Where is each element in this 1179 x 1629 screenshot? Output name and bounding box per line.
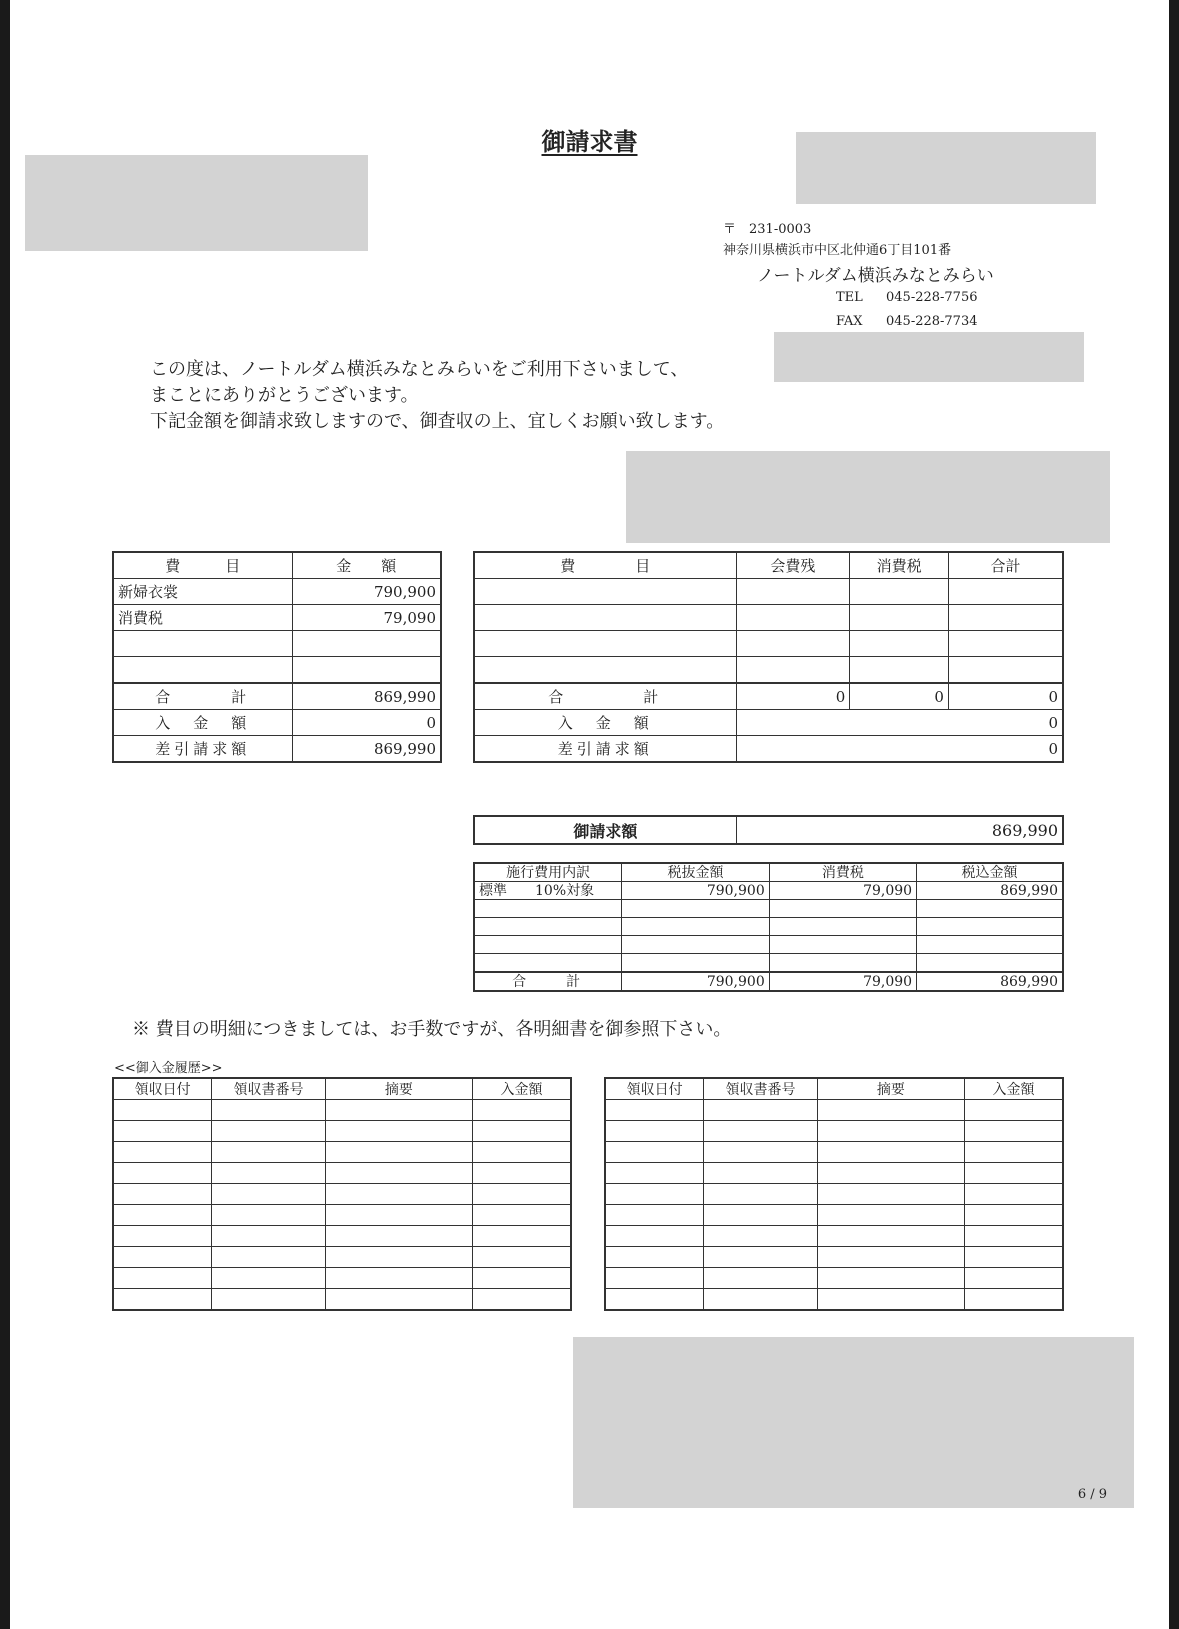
with-tax-cell: 869,990 [917, 882, 1063, 900]
balance-label: 差引請求額 [474, 736, 736, 763]
header-tax: 消費税 [769, 863, 916, 882]
invoice-total-row [474, 816, 1063, 844]
table-row [605, 1226, 1063, 1247]
paid-label: 入 金 額 [474, 710, 736, 736]
table-row [605, 1121, 1063, 1142]
redacted-recipient [25, 155, 368, 251]
header-payment-amount: 入金額 [472, 1078, 571, 1100]
table-row [474, 657, 1063, 684]
greeting-line-2: まことにありがとうございます。 [150, 385, 419, 406]
invoice-total-table [473, 815, 1064, 845]
total-tax: 0 [850, 683, 949, 710]
breakdown-label: 標準 10%対象 [474, 882, 622, 900]
header-amount: 金 額 [292, 552, 441, 579]
paid-label: 入 金 額 [113, 710, 292, 736]
header-receipt-date: 領収日付 [113, 1078, 212, 1100]
total-row [113, 683, 441, 710]
header-payment-amount: 入金額 [964, 1078, 1063, 1100]
table-row [113, 1163, 571, 1184]
paid-amount: 0 [736, 710, 1063, 736]
table-row [113, 1289, 571, 1311]
cost-breakdown-table [473, 862, 1064, 992]
total-amount: 869,990 [292, 683, 441, 710]
item-cell: 新婦衣裳 [113, 579, 292, 605]
table-row [605, 1247, 1063, 1268]
table-row [605, 1289, 1063, 1311]
table-row [474, 631, 1063, 657]
total-label: 合 計 [474, 683, 736, 710]
balance-label: 差引請求額 [113, 736, 292, 763]
redacted-block [626, 451, 1110, 543]
table-row [605, 1184, 1063, 1205]
table-header-row [474, 552, 1063, 579]
amount-cell: 79,090 [292, 605, 441, 631]
total-pre-tax: 790,900 [622, 972, 769, 991]
table-row [605, 1100, 1063, 1121]
total-sum: 0 [948, 683, 1063, 710]
table-row [113, 1205, 571, 1226]
address: 神奈川県横浜市中区北仲通6丁目101番 [723, 243, 952, 258]
header-total: 合計 [948, 552, 1063, 579]
total-row [474, 972, 1063, 991]
tel-number: 045-228-7756 [886, 290, 978, 305]
header-with-tax: 税込金額 [917, 863, 1063, 882]
header-receipt-number: 領収書番号 [704, 1078, 818, 1100]
right-page-edge [1169, 0, 1179, 1629]
table-row [474, 900, 1063, 918]
table-header-row [113, 552, 441, 579]
header-description: 摘要 [325, 1078, 472, 1100]
page-number: 6 / 9 [1077, 1487, 1107, 1502]
table-row [113, 1121, 571, 1142]
total-tax: 79,090 [769, 972, 916, 991]
header-description: 摘要 [817, 1078, 964, 1100]
tax-cell: 79,090 [769, 882, 916, 900]
table-row [474, 936, 1063, 954]
table-header-row [605, 1078, 1063, 1100]
table-row [474, 882, 1063, 900]
header-receipt-number: 領収書番号 [212, 1078, 326, 1100]
balance-row [474, 736, 1063, 763]
table-header-row [474, 863, 1063, 882]
table-row [113, 605, 441, 631]
balance-row [113, 736, 441, 763]
payment-history-label: <<御入金履歴>> [114, 1061, 223, 1076]
paid-row [113, 710, 441, 736]
greeting-line-1: この度は、ノートルダム横浜みなとみらいをご利用下さいまして、 [150, 359, 689, 380]
redacted-stamp [774, 332, 1084, 382]
fee-summary-table [112, 551, 442, 763]
total-label: 合 計 [113, 683, 292, 710]
invoice-total-label: 御請求額 [474, 816, 736, 844]
table-row [113, 579, 441, 605]
table-row [113, 1226, 571, 1247]
item-cell: 消費税 [113, 605, 292, 631]
postal-code: 〒 231-0003 [723, 222, 812, 237]
fax-number: 045-228-7734 [886, 314, 978, 329]
header-remaining-fee: 会費残 [736, 552, 850, 579]
amount-cell: 790,900 [292, 579, 441, 605]
header-item: 費 目 [474, 552, 736, 579]
detail-note: ※ 費目の明細につきましては、お手数ですが、各明細書を御参照下さい。 [132, 1019, 732, 1040]
table-row [474, 605, 1063, 631]
table-row [113, 631, 441, 657]
greeting-line-3: 下記金額を御請求致しますので、御査収の上、宜しくお願い致します。 [150, 411, 725, 432]
table-row [474, 954, 1063, 973]
table-row [113, 657, 441, 684]
total-row [474, 683, 1063, 710]
left-page-edge [0, 0, 10, 1629]
table-row [605, 1268, 1063, 1289]
header-tax: 消費税 [850, 552, 949, 579]
paid-amount: 0 [292, 710, 441, 736]
invoice-title: 御請求書 [541, 127, 638, 156]
table-row [605, 1142, 1063, 1163]
table-row [474, 579, 1063, 605]
membership-fee-table [473, 551, 1064, 763]
table-header-row [113, 1078, 571, 1100]
header-pre-tax: 税抜金額 [622, 863, 769, 882]
table-row [605, 1205, 1063, 1226]
total-remaining-fee: 0 [736, 683, 850, 710]
table-row [113, 1100, 571, 1121]
payment-history-table-left [112, 1077, 572, 1311]
table-row [605, 1163, 1063, 1184]
venue-name: ノートルダム横浜みなとみらい [757, 266, 994, 286]
payment-history-table-right [604, 1077, 1064, 1311]
fax-label: FAX [836, 314, 863, 329]
header-receipt-date: 領収日付 [605, 1078, 704, 1100]
breakdown-total-label: 合 計 [474, 972, 622, 991]
header-breakdown: 施行費用内訳 [474, 863, 622, 882]
table-row [113, 1247, 571, 1268]
invoice-total-amount: 869,990 [736, 816, 1063, 844]
table-row [113, 1142, 571, 1163]
pre-tax-cell: 790,900 [622, 882, 769, 900]
tel-label: TEL [836, 290, 863, 305]
paid-row [474, 710, 1063, 736]
table-row [113, 1184, 571, 1205]
header-item: 費 目 [113, 552, 292, 579]
table-row [113, 1268, 571, 1289]
redacted-footer-block [573, 1337, 1134, 1508]
total-with-tax: 869,990 [917, 972, 1063, 991]
balance-amount: 0 [736, 736, 1063, 763]
table-row [474, 918, 1063, 936]
balance-amount: 869,990 [292, 736, 441, 763]
